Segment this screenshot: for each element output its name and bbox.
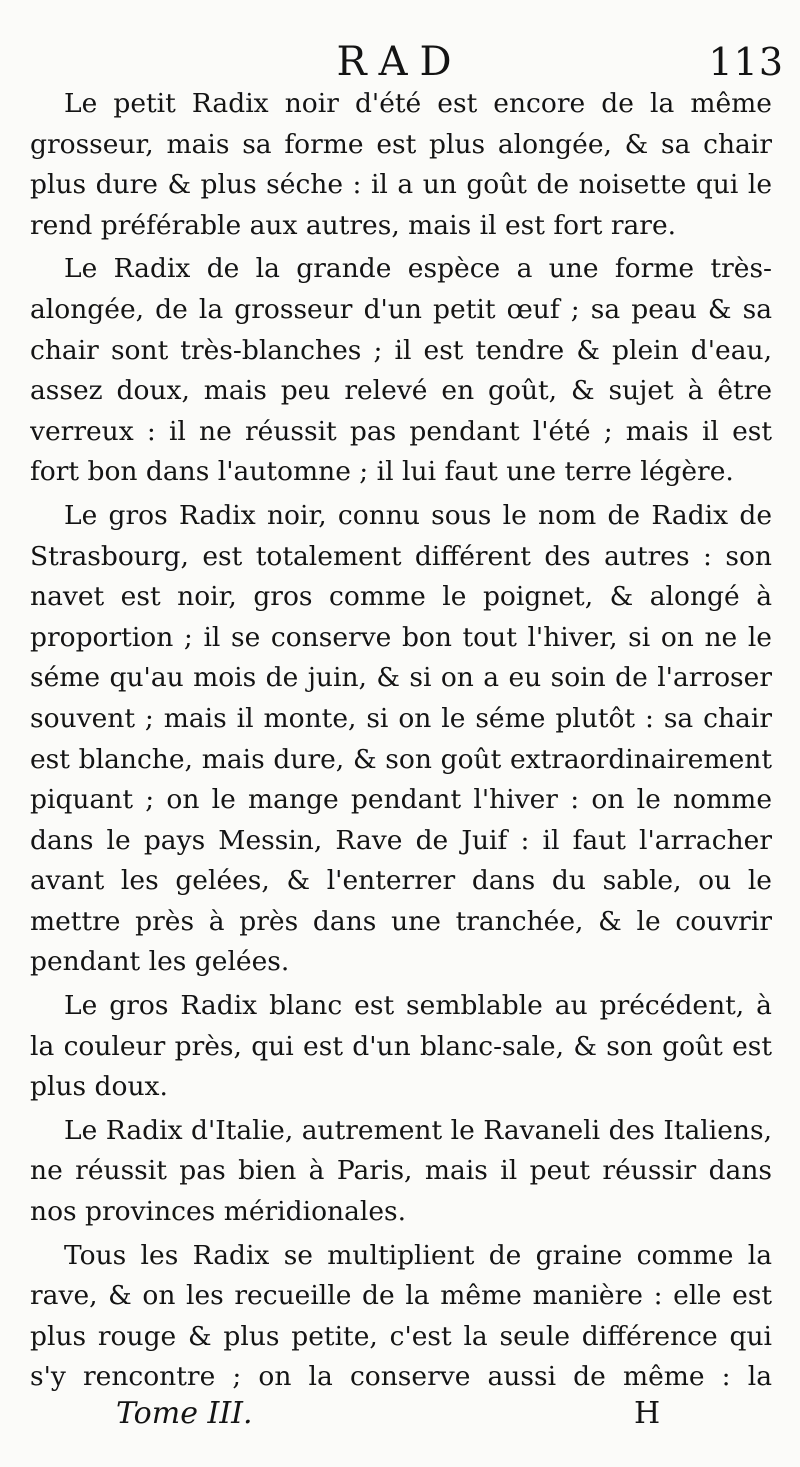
paragraph-petit-radix-noir: Le petit Radix noir d'été est encore de la même grosseur, mais sa forme est plus alongée, & sa chair plus dure & plus séche : il a un goût de noisette qui le rend préférable aux autres, mais il est fort rare. (30, 88, 772, 241)
paragraph-gros-radix-blanc: Le gros Radix blanc est semblable au précédent, à la couleur près, qui est d'un blanc-sale, & son goût est plus doux. (30, 990, 772, 1103)
page-footer (0, 1390, 800, 1440)
paragraph-grande-espece: Le Radix de la grande espèce a une forme très-alongée, de la grosseur d'un petit œuf ; sa peau & sa chair sont très-blanches ; il est tendre & plein d'eau, assez doux, mais peu relevé en goût, & sujet à être verreux : il ne réussit pas pendant l'été ; mais il est fort bon dans l'automne ; il lui faut une terre légère. (30, 253, 772, 488)
running-title: RAD (336, 39, 464, 85)
paragraph-gros-radix-noir: Le gros Radix noir, connu sous le nom de Radix de Strasbourg, est totalement différent des autres : son navet est noir, gros comme le poignet, & alongé à proportion ; il se conserve bon tout l'hiver, si on ne le séme qu'au mois de juin, & si on a eu soin de l'arroser souvent ; mais il monte, si on le séme plutôt : sa chair est blanche, mais dure, & son goût extraordinairement piquant ; on le mange pendant l'hiver : on le nomme dans le pays Messin, Rave de Juif : il faut l'arracher avant les gelées, & l'enterrer dans du sable, ou le mettre près à près dans une tranchée, & le couvrir pendant les gelées. (30, 499, 772, 978)
volume-label: Tome III. (116, 1396, 253, 1431)
body-text (30, 84, 772, 1394)
paragraph-radix-italie: Le Radix d'Italie, autrement le Ravaneli des Italiens, ne réussit pas bien à Paris, mais il peut réussir dans nos provinces méridionales. (30, 1114, 772, 1228)
page-number: 113 (708, 40, 784, 84)
running-head (0, 38, 800, 90)
paragraph-multiplication: Tous les Radix se multiplient de graine comme la rave, & on les recueille de la même manière : elle est plus rouge & plus petite, c'est la seule différence qui s'y rencontre ; on la conserve aussi de même : la (30, 1239, 772, 1393)
signature-mark: H (634, 1396, 661, 1431)
